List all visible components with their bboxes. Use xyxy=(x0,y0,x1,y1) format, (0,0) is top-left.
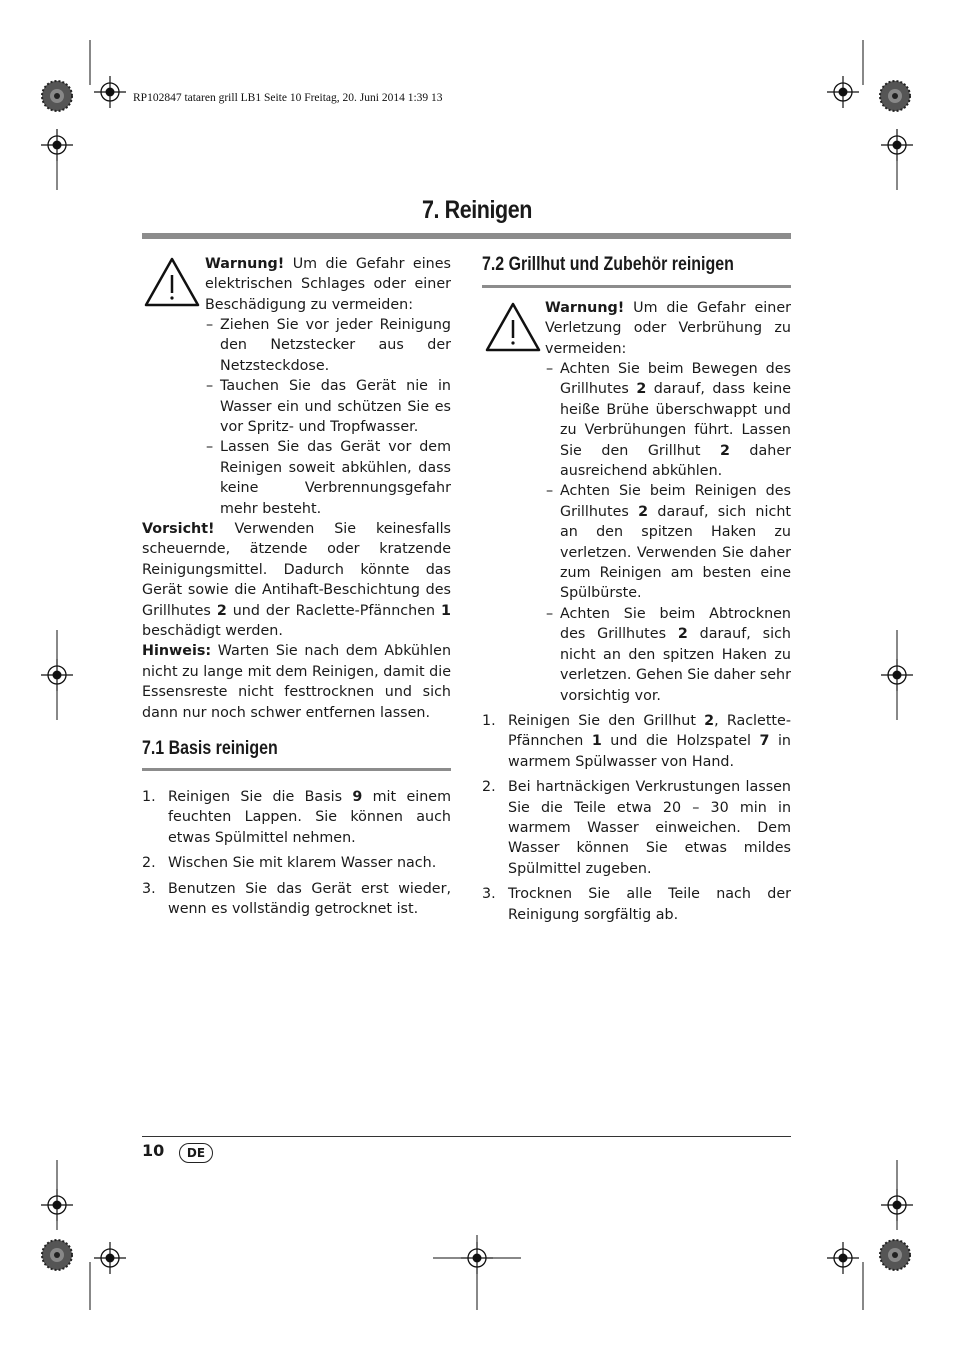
list-item xyxy=(482,777,791,879)
step-text: und die Holzspatel xyxy=(601,733,760,750)
step-text: , Raclette-Pfännchen xyxy=(508,713,791,750)
step-text: Benutzen Sie das Gerät erst wieder, wenn es vollständig getrocknet ist. xyxy=(168,880,451,918)
warning-label: Warnung! xyxy=(205,256,285,272)
part-number: 7 xyxy=(759,733,770,750)
part-number: 1 xyxy=(441,602,451,619)
warning-label: Warnung! xyxy=(545,300,625,316)
list-item xyxy=(546,604,791,706)
list-item: – Ziehen Sie vor jeder Reinigung den Netzstecker aus der Netzsteckdose. xyxy=(206,315,451,376)
warning-triangle-icon xyxy=(484,301,542,353)
step-text: mit einem feuchten Lappen. Sie können auch etwas Spülmittel nehmen. xyxy=(168,789,451,846)
item-text: daher ausreichend abkühlen. xyxy=(560,442,791,480)
item-text: Achten Sie beim Bewegen des Grillhutes xyxy=(560,361,791,398)
warning-block-right xyxy=(545,298,791,359)
step-text: Reinigen Sie die Basis xyxy=(168,789,353,805)
section-heading-7-1: 7.1 Basis reinigen xyxy=(142,738,278,759)
part-number: 2 xyxy=(704,713,715,729)
page-title: 7. Reinigen xyxy=(422,196,532,224)
step-text: Bei hartnäckigen Verkrustungen lassen Sie die Teile etwa 20 – 30 min in warmem Wasser einweichen. Dem Wasser können Sie etwas mildes Spülmittel zugeben. xyxy=(508,779,791,877)
language-badge: DE xyxy=(179,1143,213,1163)
section-divider xyxy=(142,768,451,771)
warning-intro: Um die Gefahr einer Verletzung oder Verbrühung zu vermeiden: xyxy=(545,300,791,357)
list-item xyxy=(142,787,451,848)
step-text: Reinigen Sie den Grillhut xyxy=(508,713,705,729)
caution-block xyxy=(142,519,451,723)
item-text: darauf, dass keine heiße Brühe überschwappt und zu Verbrühungen führt. Lassen Sie den Grillhut xyxy=(560,381,791,459)
list-item xyxy=(546,359,791,481)
item-text: Achten Sie beim Abtrocknen des Grillhutes xyxy=(560,605,791,643)
part-number: 2 xyxy=(638,503,649,520)
part-number: 2 xyxy=(636,381,647,398)
part-number: 2 xyxy=(677,626,688,643)
warning-intro: Um die Gefahr eines elektrischen Schlages oder einer Beschädigung zu vermeiden: xyxy=(205,256,451,313)
warning-block-left xyxy=(205,254,451,315)
list-item xyxy=(482,711,791,772)
list-item: – Tauchen Sie das Gerät nie in Wasser ein und schützen Sie es vor Spritz- und Tropfwasser. xyxy=(206,376,451,437)
title-divider xyxy=(142,233,791,239)
warning-triangle-icon xyxy=(143,256,201,308)
list-item xyxy=(142,879,451,920)
note-text: Warten Sie nach dem Abkühlen nicht zu lange mit dem Reinigen, damit die Essensreste nicht festtrocknen und sich dann nur noch schwer entfernen lassen. xyxy=(142,643,451,721)
list-item: – Lassen Sie das Gerät vor dem Reinigen soweit abkühlen, dass keine Verbrennungsgefahr mehr besteht. xyxy=(206,437,451,519)
list-item xyxy=(482,884,791,925)
step-number: 3. xyxy=(142,880,156,897)
section-heading-7-2: 7.2 Grillhut und Zubehör reinigen xyxy=(482,254,734,275)
print-slug: RP102847 tataren grill LB1 Seite 10 Freitag, 20. Juni 2014 1:39 13 xyxy=(133,92,443,104)
caution-text: und der Raclette-Pfännchen xyxy=(226,602,442,619)
note-paragraph xyxy=(142,641,451,723)
list-item xyxy=(546,481,791,603)
steps-list-7-2 xyxy=(482,711,791,930)
step-number: 1. xyxy=(142,789,156,805)
step-number: 1. xyxy=(482,713,496,729)
step-number: 2. xyxy=(142,855,156,872)
step-text: Wischen Sie mit klarem Wasser nach. xyxy=(168,855,437,872)
step-text: in warmem Spülwasser von Hand. xyxy=(508,733,791,770)
item-text: Achten Sie beim Reinigen des Grillhutes xyxy=(560,483,791,520)
caution-text: Verwenden Sie keinesfalls scheuernde, ätzende oder kratzende Reinigungsmittel. Dadurch könnte das Gerät sowie die Antihaft-Beschichtung des Grillhutes xyxy=(142,521,451,619)
item-text: darauf, sich nicht an den spitzen Haken zu verletzen. Verwenden Sie daher zum Reinigen am besten eine Spülbürste. xyxy=(560,503,791,602)
part-number: 1 xyxy=(591,733,602,750)
part-number: 2 xyxy=(719,442,730,459)
step-number: 3. xyxy=(482,886,496,903)
caution-paragraph xyxy=(142,519,451,641)
warning-list-left xyxy=(206,315,451,519)
item-text: darauf, sich nicht an den spitzen Haken zu verletzen. Gehen Sie daher sehr vorsichtig vor. xyxy=(560,626,791,704)
part-number: 9 xyxy=(352,789,363,805)
section-divider xyxy=(482,285,791,288)
list-item xyxy=(142,853,451,873)
warning-list-right xyxy=(546,359,791,706)
steps-list-7-1 xyxy=(142,787,451,924)
note-label: Hinweis: xyxy=(142,643,212,660)
part-number: 2 xyxy=(216,602,227,619)
caution-label: Vorsicht! xyxy=(142,521,215,537)
page-number: 10 xyxy=(142,1141,165,1160)
footer-divider xyxy=(142,1136,791,1137)
step-text: Trocknen Sie alle Teile nach der Reinigung sorgfältig ab. xyxy=(508,886,791,923)
caution-text: beschädigt werden. xyxy=(142,623,283,640)
step-number: 2. xyxy=(482,779,496,796)
